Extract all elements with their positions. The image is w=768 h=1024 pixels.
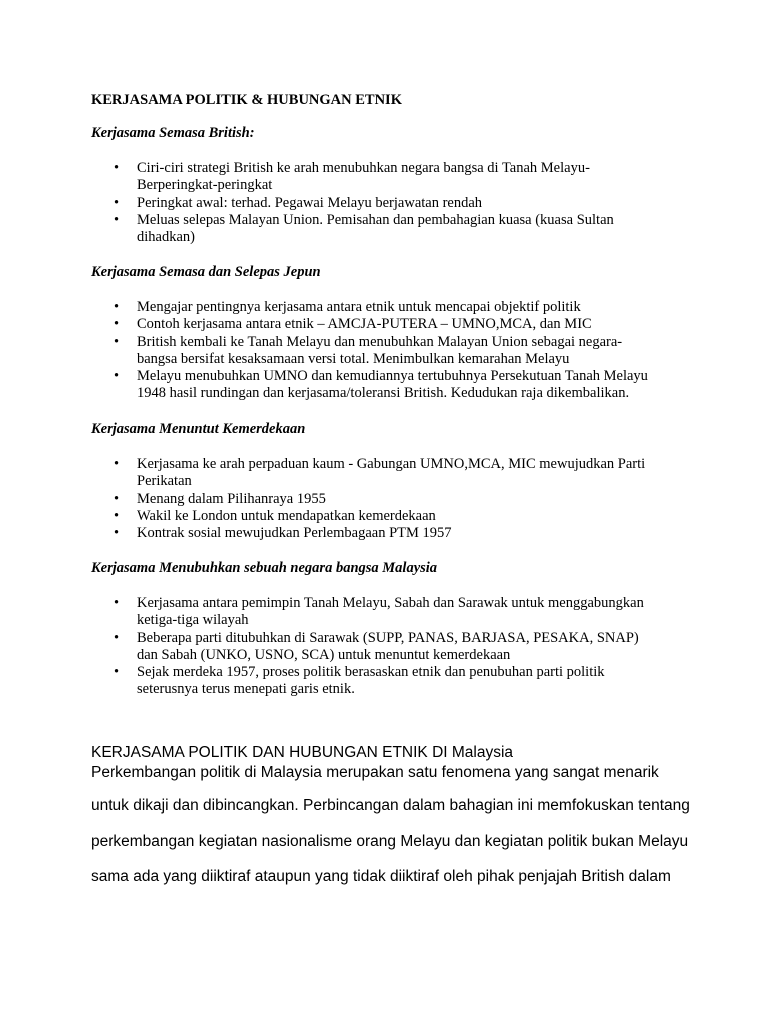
list-item: • Mengajar pentingnya kerjasama antara etnik untuk mencapai objektif politik bbox=[91, 299, 651, 316]
list-item: • Sejak merdeka 1957, proses politik berasaskan etnik dan penubuhan parti politik seterusnya terus menepati garis etnik. bbox=[91, 664, 651, 699]
section-heading-jepun: Kerjasama Semasa dan Selepas Jepun bbox=[91, 264, 321, 280]
list-item: • Beberapa parti ditubuhkan di Sarawak (SUPP, PANAS, BARJASA, PESAKA, SNAP) dan Sabah (UNKO, USNO, SCA) untuk menuntut kemerdekaan bbox=[91, 630, 651, 665]
list-item: • Menang dalam Pilihanraya 1955 bbox=[91, 491, 651, 508]
list-item: • Melayu menubuhkan UMNO dan kemudiannya tertubuhnya Persekutuan Tanah Melayu 1948 hasil rundingan dan kerjasama/toleransi British. Kedudukan raja dikembalikan. bbox=[91, 368, 651, 403]
list-item: • British kembali ke Tanah Melayu dan menubuhkan Malayan Union sebagai negara-bangsa bersifat kesaksamaan versi total. Menimbulkan kemarahan Melayu bbox=[91, 334, 651, 369]
section-heading-british: Kerjasama Semasa British: bbox=[91, 125, 255, 141]
list-item: • Kerjasama ke arah perpaduan kaum - Gabungan UMNO,MCA, MIC mewujudkan Parti Perikatan bbox=[91, 456, 651, 491]
list-item: • Wakil ke London untuk mendapatkan kemerdekaan bbox=[91, 508, 651, 525]
list-item: • Kerjasama antara pemimpin Tanah Melayu, Sabah dan Sarawak untuk menggabungkan ketiga-tiga wilayah bbox=[91, 595, 651, 630]
section-list-malaysia bbox=[91, 595, 651, 699]
part2-heading: KERJASAMA POLITIK DAN HUBUNGAN ETNIK DI Malaysia bbox=[91, 744, 514, 761]
list-item: • Contoh kerjasama antara etnik – AMCJA-PUTERA – UMNO,MCA, dan MIC bbox=[91, 316, 651, 333]
list-item: • Meluas selepas Malayan Union. Pemisahan dan pembahagian kuasa (kuasa Sultan dihadkan) bbox=[91, 212, 651, 247]
section-list-jepun bbox=[91, 299, 651, 403]
document-title: KERJASAMA POLITIK & HUBUNGAN ETNIK bbox=[91, 92, 402, 108]
section-heading-malaysia: Kerjasama Menubuhkan sebuah negara bangsa Malaysia bbox=[91, 560, 438, 576]
part2-line: untuk dikaji dan dibincangkan. Perbincangan dalam bahagian ini memfokuskan tentang bbox=[91, 797, 690, 814]
section-list-british bbox=[91, 160, 651, 246]
section-list-kemerdekaan bbox=[91, 456, 651, 542]
part2-line: perkembangan kegiatan nasionalisme orang Melayu dan kegiatan politik bukan Melayu bbox=[91, 833, 689, 850]
part2-line: Perkembangan politik di Malaysia merupakan satu fenomena yang sangat menarik bbox=[91, 764, 659, 781]
list-item: • Ciri-ciri strategi British ke arah menubuhkan negara bangsa di Tanah Melayu-Berperingkat-peringkat bbox=[91, 160, 651, 195]
list-item: • Kontrak sosial mewujudkan Perlembagaan PTM 1957 bbox=[91, 525, 651, 542]
part2-line: sama ada yang diiktiraf ataupun yang tidak diiktiraf oleh pihak penjajah British dalam bbox=[91, 868, 671, 885]
list-item: • Peringkat awal: terhad. Pegawai Melayu berjawatan rendah bbox=[91, 195, 651, 212]
section-heading-kemerdekaan: Kerjasama Menuntut Kemerdekaan bbox=[91, 421, 306, 437]
